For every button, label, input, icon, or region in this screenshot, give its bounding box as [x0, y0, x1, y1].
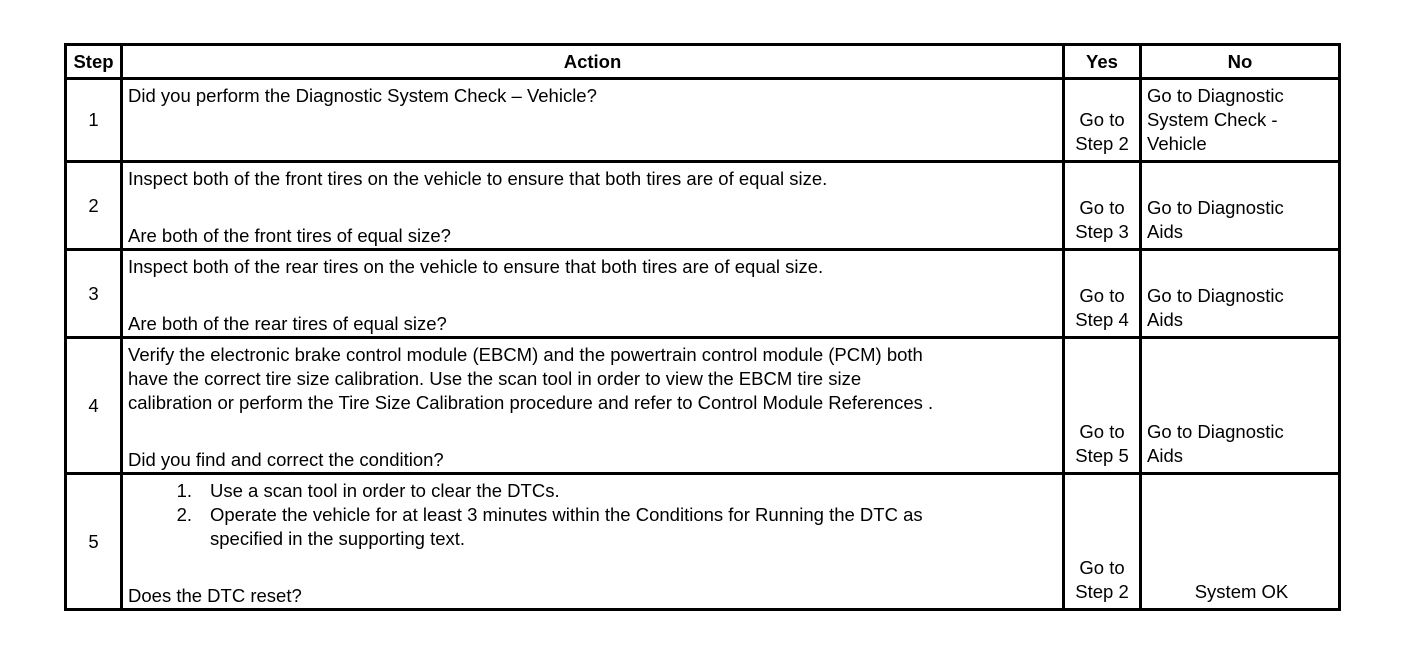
no-cell	[1141, 338, 1340, 474]
yes-text: Go to	[1079, 421, 1125, 442]
no-cell	[1141, 162, 1340, 250]
list-item	[176, 503, 1058, 551]
substep-list	[128, 479, 1058, 551]
step-number: 4	[66, 338, 122, 474]
action-text: have the correct tire size calibration. Use the scan tool in order to view the EBCM tire size	[128, 368, 862, 389]
action-cell	[122, 338, 1064, 474]
action-cell	[122, 474, 1064, 610]
action-text: Inspect both of the rear tires on the vehicle to ensure that both tires are of equal size.	[128, 256, 824, 277]
action-paragraph	[128, 343, 1058, 415]
no-text: System OK	[1194, 581, 1289, 602]
action-question: Does the DTC reset?	[128, 585, 302, 606]
substep-text: Use a scan tool in order to clear the DTCs.	[210, 480, 560, 501]
table-row	[66, 474, 1340, 610]
action-text: calibration or perform the Tire Size Calibration procedure and refer to Control Module References .	[128, 392, 934, 413]
no-text: Go to Diagnostic	[1147, 421, 1284, 442]
action-cell	[122, 162, 1064, 250]
action-text: Did you perform the Diagnostic System Check – Vehicle?	[128, 85, 597, 106]
step-number: 5	[66, 474, 122, 610]
action-cell	[122, 250, 1064, 338]
yes-cell	[1064, 79, 1141, 162]
yes-text: Step 2	[1075, 133, 1129, 154]
no-header: No	[1141, 45, 1340, 79]
substep-number: 1.	[176, 480, 192, 501]
substep-number: 2.	[176, 504, 192, 525]
yes-cell	[1064, 162, 1141, 250]
action-question: Did you find and correct the condition?	[128, 449, 444, 470]
yes-text: Go to	[1079, 285, 1125, 306]
step-header: Step	[66, 45, 122, 79]
table-row	[66, 79, 1340, 162]
yes-cell	[1064, 250, 1141, 338]
action-header: Action	[122, 45, 1064, 79]
no-text: Go to Diagnostic	[1147, 285, 1284, 306]
no-text: System Check -	[1147, 109, 1278, 130]
step-number: 2	[66, 162, 122, 250]
table-row	[66, 338, 1340, 474]
yes-text: Go to	[1079, 109, 1125, 130]
step-number: 3	[66, 250, 122, 338]
substep-text: Operate the vehicle for at least 3 minutes within the Conditions for Running the DTC as	[210, 504, 923, 525]
step-number: 1	[66, 79, 122, 162]
no-text: Go to Diagnostic	[1147, 85, 1284, 106]
action-question: Are both of the rear tires of equal size?	[128, 313, 447, 334]
no-text: Go to Diagnostic	[1147, 197, 1284, 218]
diagnostic-table	[64, 43, 1341, 611]
table-row	[66, 162, 1340, 250]
no-text: Aids	[1147, 221, 1183, 242]
yes-cell	[1064, 338, 1141, 474]
header-row	[66, 45, 1340, 79]
no-text: Aids	[1147, 309, 1183, 330]
yes-cell	[1064, 474, 1141, 610]
no-cell	[1141, 474, 1340, 610]
yes-text: Step 4	[1075, 309, 1129, 330]
yes-text: Go to	[1079, 557, 1125, 578]
yes-text: Step 5	[1075, 445, 1129, 466]
list-item	[176, 479, 1058, 503]
yes-text: Go to	[1079, 197, 1125, 218]
yes-header: Yes	[1064, 45, 1141, 79]
action-cell	[122, 79, 1064, 162]
no-cell	[1141, 250, 1340, 338]
substep-text: specified in the supporting text.	[210, 528, 466, 549]
no-cell	[1141, 79, 1340, 162]
action-text: Verify the electronic brake control module (EBCM) and the powertrain control module (PCM) both	[128, 344, 923, 365]
action-text: Inspect both of the front tires on the vehicle to ensure that both tires are of equal size.	[128, 168, 828, 189]
no-text: Aids	[1147, 445, 1183, 466]
yes-text: Step 2	[1075, 581, 1129, 602]
no-text: Vehicle	[1147, 133, 1207, 154]
action-question: Are both of the front tires of equal size?	[128, 225, 451, 246]
table-row	[66, 250, 1340, 338]
yes-text: Step 3	[1075, 221, 1129, 242]
